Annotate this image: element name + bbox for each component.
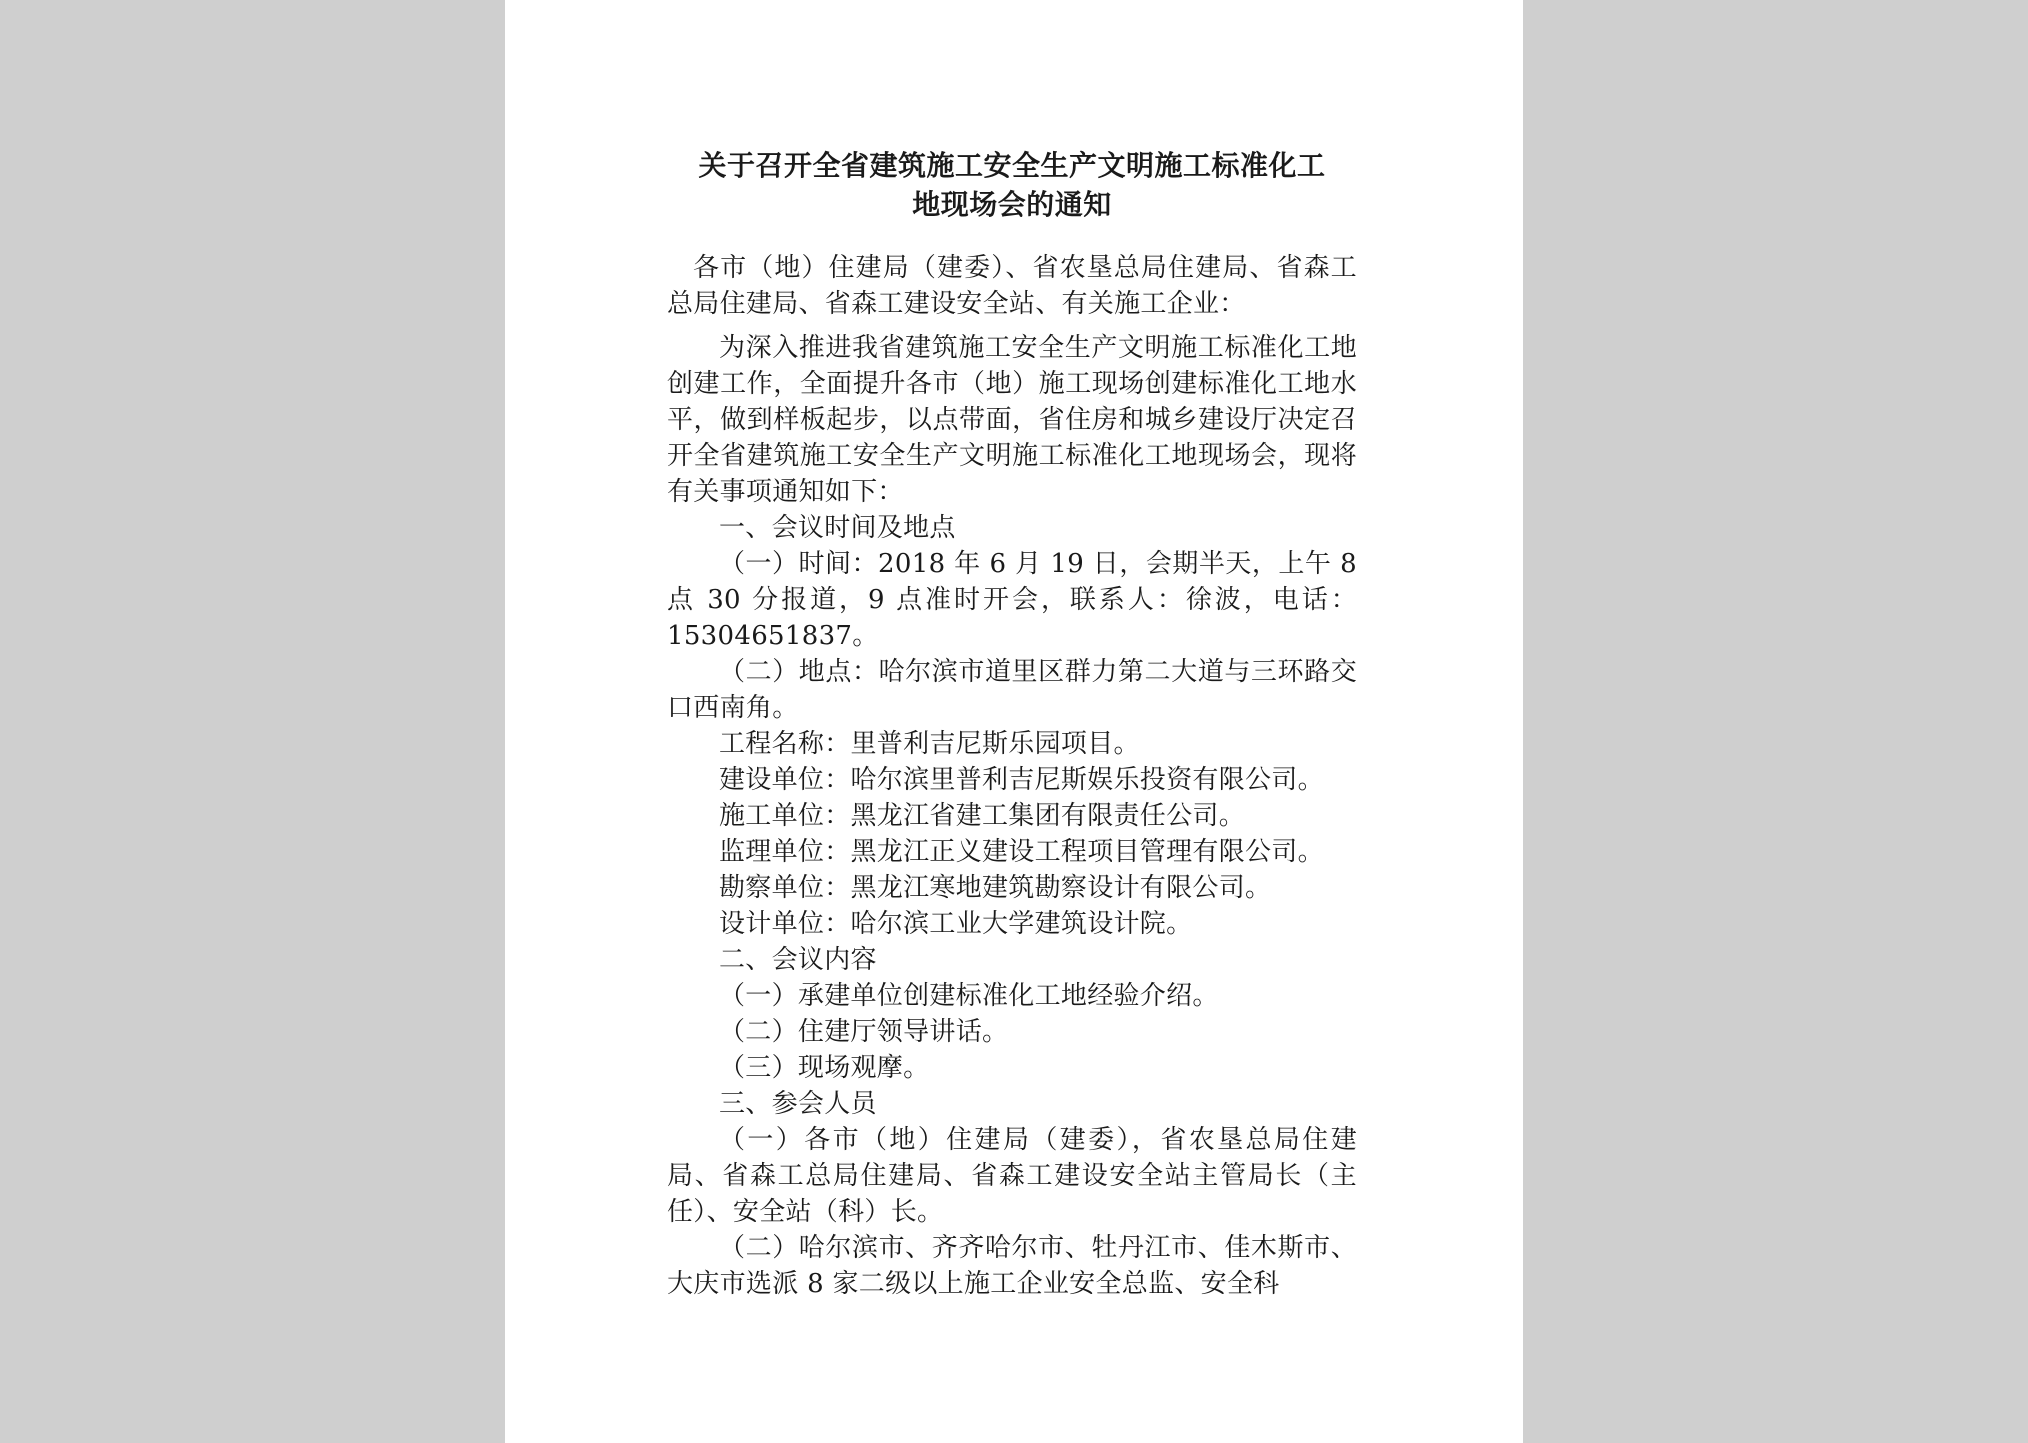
document-title bbox=[667, 146, 1357, 224]
document-page bbox=[505, 0, 1523, 1443]
section-3-item-1: （一）各市（地）住建局（建委），省农垦总局住建局、省森工总局住建局、省森工建设安全站主管局长（主任）、安全站（科）长。 bbox=[667, 1125, 1357, 1227]
project-name: 工程名称：里普利吉尼斯乐园项目。 bbox=[719, 729, 1140, 759]
section-3-item-2: （二）哈尔滨市、齐齐哈尔市、牡丹江市、佳木斯市、大庆市选派 8 家二级以上施工企业安全总监、安全科 bbox=[667, 1233, 1357, 1299]
title-line-2: 地现场会的通知 bbox=[912, 188, 1112, 221]
section-3-heading: 三、参会人员 bbox=[719, 1089, 877, 1119]
construction-owner: 建设单位：哈尔滨里普利吉尼斯娱乐投资有限公司。 bbox=[719, 765, 1324, 795]
section-1-heading: 一、会议时间及地点 bbox=[719, 513, 956, 543]
section-2-item-1: （一）承建单位创建标准化工地经验介绍。 bbox=[719, 981, 1219, 1011]
supervisor: 监理单位：黑龙江正义建设工程项目管理有限公司。 bbox=[719, 837, 1324, 867]
section-1-item-2: （二）地点：哈尔滨市道里区群力第二大道与三环路交口西南角。 bbox=[667, 657, 1357, 723]
surveyor: 勘察单位：黑龙江寒地建筑勘察设计有限公司。 bbox=[719, 873, 1272, 903]
section-1-item-1: （一）时间：2018 年 6 月 19 日，会期半天，上午 8 点 30 分报道，9 点准时开会，联系人：徐波，电话：15304651837。 bbox=[667, 549, 1357, 651]
section-2-item-2: （二）住建厅领导讲话。 bbox=[719, 1017, 1009, 1047]
section-2-heading: 二、会议内容 bbox=[719, 945, 877, 975]
intro-paragraph: 为深入推进我省建筑施工安全生产文明施工标准化工地创建工作，全面提升各市（地）施工现场创建标准化工地水平，做到样板起步，以点带面，省住房和城乡建设厅决定召开全省建筑施工安全生产文明施工标准化工地现场会，现将有关事项通知如下： bbox=[667, 333, 1357, 507]
section-2-item-3: （三）现场观摩。 bbox=[719, 1053, 930, 1083]
page-content bbox=[667, 146, 1357, 1302]
title-line-1: 关于召开全省建筑施工安全生产文明施工标准化工 bbox=[698, 149, 1326, 182]
contractor: 施工单位：黑龙江省建工集团有限责任公司。 bbox=[719, 801, 1246, 831]
addressee-paragraph: 各市（地）住建局（建委）、省农垦总局住建局、省森工总局住建局、省森工建设安全站、有关施工企业： bbox=[667, 253, 1357, 319]
designer: 设计单位：哈尔滨工业大学建筑设计院。 bbox=[719, 909, 1193, 939]
